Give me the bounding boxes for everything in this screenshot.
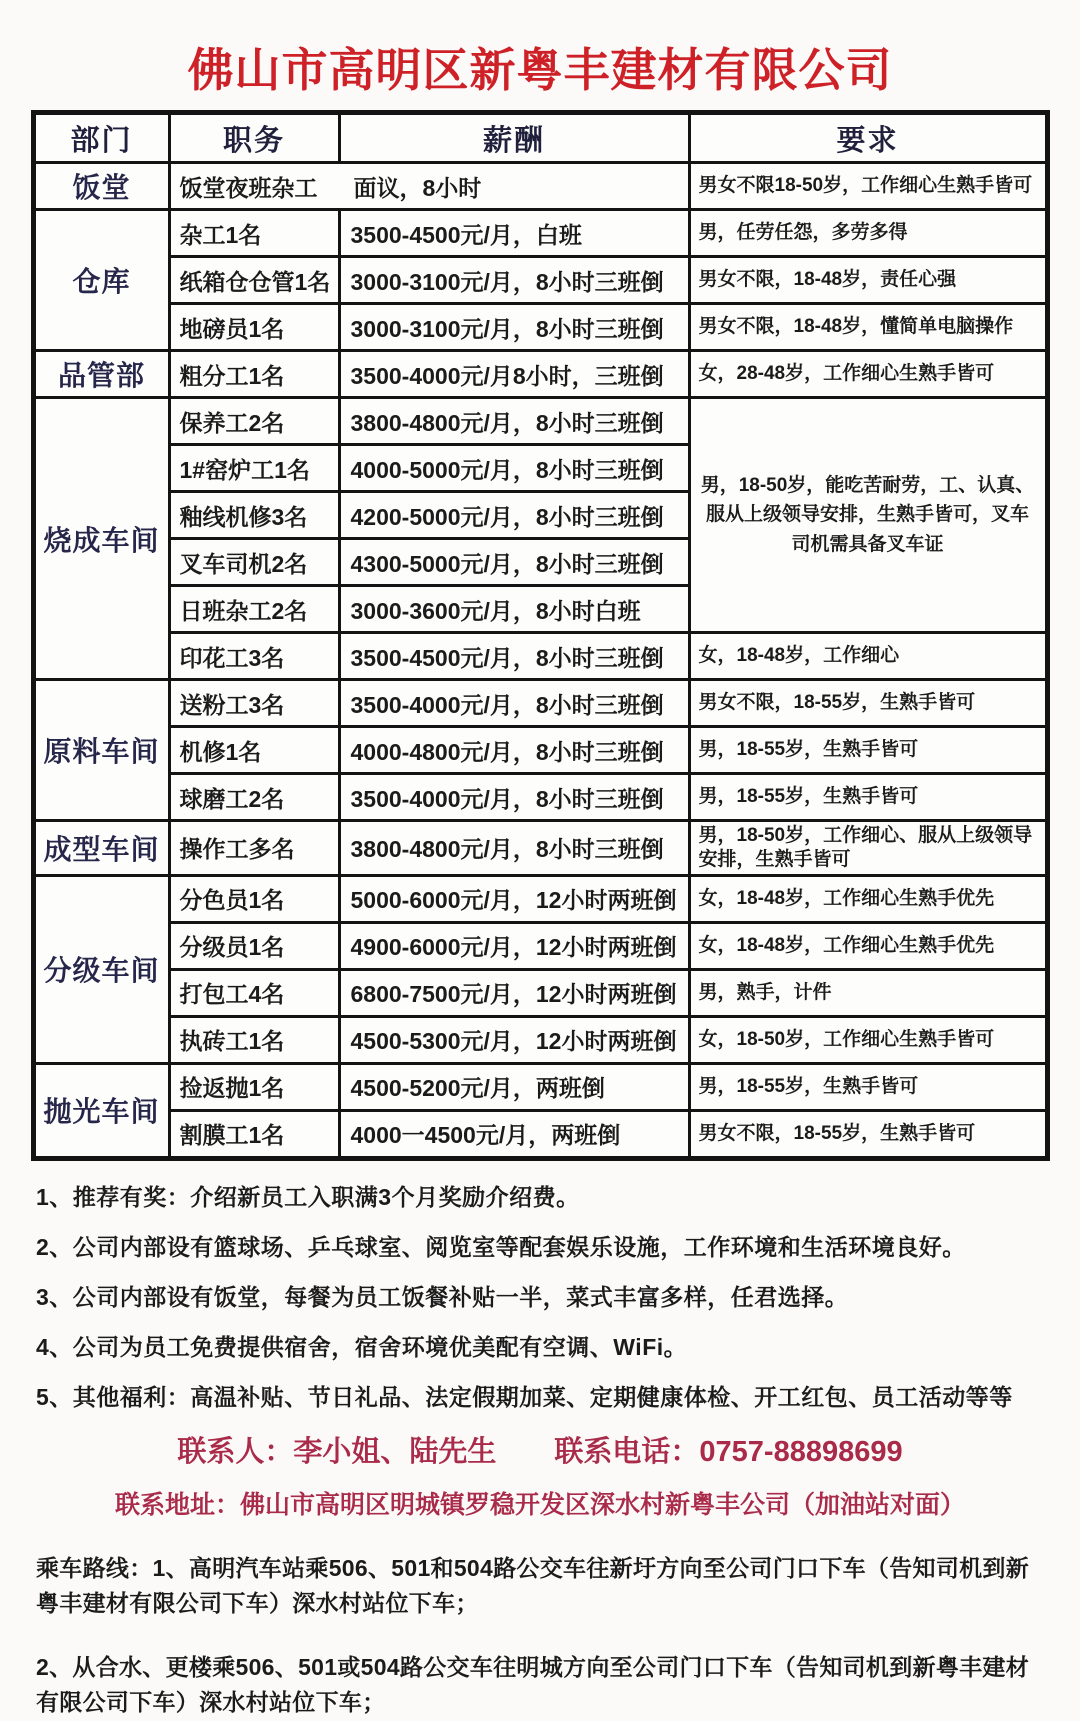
note-item: 1、推荐有奖：介绍新员工入职满3个月奖励介绍费。 bbox=[36, 1179, 1052, 1212]
req-cell: 男女不限，18-55岁，生熟手皆可 bbox=[689, 680, 1047, 727]
job-cell: 捡返抛1名 bbox=[169, 1063, 339, 1110]
job-cell: 操作工多名 bbox=[169, 821, 339, 876]
header-req: 要求 bbox=[689, 113, 1047, 163]
route-paragraph: 乘车路线：1、高明汽车站乘506、501和504路公交车往新圩方向至公司门口下车（告知司机到新粤丰建材有限公司下车）深水村站位下车； bbox=[36, 1551, 1050, 1622]
table-row bbox=[33, 922, 1047, 969]
header-salary: 薪酬 bbox=[339, 113, 689, 163]
jobs-table bbox=[31, 110, 1050, 1161]
req-merged-cell: 男，18-50岁，能吃苦耐劳，工、认真、服从上级领导安排，生熟手皆可，叉车司机需具备叉车证 bbox=[689, 398, 1047, 633]
salary-cell: 5000-6000元/月，12小时两班倒 bbox=[339, 875, 689, 922]
salary-cell: 3000-3100元/月，8小时三班倒 bbox=[339, 304, 689, 351]
benefit-notes bbox=[36, 1179, 1052, 1412]
job-cell: 叉车司机2名 bbox=[169, 539, 339, 586]
job-cell: 机修1名 bbox=[169, 727, 339, 774]
table-row bbox=[33, 821, 1047, 876]
note-item: 3、公司内部设有饭堂，每餐为员工饭餐补贴一半，菜式丰富多样，任君选择。 bbox=[36, 1279, 1052, 1312]
table-row bbox=[33, 774, 1047, 821]
table-row bbox=[33, 1110, 1047, 1158]
job-cell: 1#窑炉工1名 bbox=[169, 445, 339, 492]
salary-cell: 6800-7500元/月，12小时两班倒 bbox=[339, 969, 689, 1016]
req-cell: 男，18-55岁，生熟手皆可 bbox=[689, 727, 1047, 774]
req-cell: 女，18-48岁，工作细心生熟手优先 bbox=[689, 875, 1047, 922]
salary-cell: 4000一4500元/月，两班倒 bbox=[339, 1110, 689, 1158]
salary-cell: 3500-4500元/月，白班 bbox=[339, 210, 689, 257]
req-cell: 女，18-48岁，工作细心生熟手优先 bbox=[689, 922, 1047, 969]
req-cell: 女，18-48岁，工作细心 bbox=[689, 633, 1047, 680]
salary-cell: 3000-3100元/月，8小时三班倒 bbox=[339, 257, 689, 304]
req-cell: 男，18-55岁，生熟手皆可 bbox=[689, 774, 1047, 821]
salary-cell: 3500-4000元/月，8小时三班倒 bbox=[339, 774, 689, 821]
page-title: 佛山市高明区新粤丰建材有限公司 bbox=[0, 34, 1080, 100]
salary-cell: 3800-4800元/月，8小时三班倒 bbox=[339, 398, 689, 445]
table-row bbox=[33, 304, 1047, 351]
contact-person: 联系人：李小姐、陆先生 bbox=[177, 1429, 496, 1470]
table-row bbox=[33, 1063, 1047, 1110]
table-row bbox=[33, 398, 1047, 445]
req-cell: 男女不限，18-48岁，责任心强 bbox=[689, 257, 1047, 304]
dept-cell: 成型车间 bbox=[33, 821, 169, 876]
job-cell: 打包工4名 bbox=[169, 969, 339, 1016]
header-dept: 部门 bbox=[33, 113, 169, 163]
table-row bbox=[33, 351, 1047, 398]
table-row bbox=[33, 875, 1047, 922]
job-cell: 日班杂工2名 bbox=[169, 586, 339, 633]
salary-cell: 3800-4800元/月，8小时三班倒 bbox=[339, 821, 689, 876]
job-cell: 球磨工2名 bbox=[169, 774, 339, 821]
salary-cell: 3500-4000元/月8小时，三班倒 bbox=[339, 351, 689, 398]
req-cell: 女，28-48岁，工作细心生熟手皆可 bbox=[689, 351, 1047, 398]
req-cell: 男，熟手，计件 bbox=[689, 969, 1047, 1016]
req-cell: 男女不限18-50岁，工作细心生熟手皆可 bbox=[689, 163, 1047, 210]
req-cell: 男，18-55岁，生熟手皆可 bbox=[689, 1063, 1047, 1110]
job-cell: 分色员1名 bbox=[169, 875, 339, 922]
dept-cell: 饭堂 bbox=[33, 163, 169, 210]
job-cell: 执砖工1名 bbox=[169, 1016, 339, 1063]
req-cell: 男，任劳任怨，多劳多得 bbox=[689, 210, 1047, 257]
route-paragraph: 2、从合水、更楼乘506、501或504路公交车往明城方向至公司门口下车（告知司机到新粤丰建材有限公司下车）深水村站位下车； bbox=[36, 1650, 1050, 1721]
job-cell: 杂工1名 bbox=[169, 210, 339, 257]
job-cell: 保养工2名 bbox=[169, 398, 339, 445]
table-row bbox=[33, 163, 1047, 210]
req-cell: 女，18-50岁，工作细心生熟手皆可 bbox=[689, 1016, 1047, 1063]
table-row bbox=[33, 727, 1047, 774]
recruitment-poster bbox=[0, 34, 1080, 1580]
salary-cell: 3000-3600元/月，8小时白班 bbox=[339, 586, 689, 633]
table-row bbox=[33, 210, 1047, 257]
dept-cell: 分级车间 bbox=[33, 875, 169, 1063]
table-row bbox=[33, 680, 1047, 727]
note-item: 4、公司为员工免费提供宿舍，宿舍环境优美配有空调、WiFi。 bbox=[36, 1329, 1052, 1362]
req-cell: 男女不限，18-55岁，生熟手皆可 bbox=[689, 1110, 1047, 1158]
header-job: 职务 bbox=[169, 113, 339, 163]
bus-routes bbox=[36, 1551, 1050, 1721]
table-row bbox=[33, 969, 1047, 1016]
contact-address: 联系地址：佛山市高明区明城镇罗稳开发区深水村新粤丰公司（加油站对面） bbox=[0, 1485, 1080, 1521]
job-cell: 粗分工1名 bbox=[169, 351, 339, 398]
req-cell: 男女不限，18-48岁，懂简单电脑操作 bbox=[689, 304, 1047, 351]
salary-cell: 3500-4000元/月，8小时三班倒 bbox=[339, 680, 689, 727]
salary-cell: 4900-6000元/月，12小时两班倒 bbox=[339, 922, 689, 969]
table-header-row bbox=[33, 113, 1047, 163]
dept-cell: 烧成车间 bbox=[33, 398, 169, 680]
salary-cell: 4200-5000元/月，8小时三班倒 bbox=[339, 492, 689, 539]
table-row bbox=[33, 633, 1047, 680]
note-item: 2、公司内部设有篮球场、乒乓球室、阅览室等配套娱乐设施，工作环境和生活环境良好。 bbox=[36, 1229, 1052, 1262]
note-item: 5、其他福利：高温补贴、节日礼品、法定假期加菜、定期健康体检、开工红包、员工活动等等 bbox=[36, 1379, 1052, 1412]
req-cell: 男，18-50岁，工作细心、服从上级领导安排，生熟手皆可 bbox=[689, 821, 1047, 876]
contact-phone: 联系电话：0757-88898699 bbox=[554, 1429, 902, 1470]
job-salary-merged-cell bbox=[169, 163, 689, 210]
job-label: 饭堂夜班杂工 bbox=[180, 175, 318, 201]
dept-cell: 仓库 bbox=[33, 210, 169, 351]
job-cell: 割膜工1名 bbox=[169, 1110, 339, 1158]
contact-line bbox=[0, 1429, 1080, 1470]
job-cell: 纸箱仓仓管1名 bbox=[169, 257, 339, 304]
salary-cell: 4300-5000元/月，8小时三班倒 bbox=[339, 539, 689, 586]
salary-cell: 4000-5000元/月，8小时三班倒 bbox=[339, 445, 689, 492]
dept-cell: 原料车间 bbox=[33, 680, 169, 821]
salary-label: 面议，8小时 bbox=[354, 170, 482, 203]
job-cell: 釉线机修3名 bbox=[169, 492, 339, 539]
salary-cell: 4500-5200元/月，两班倒 bbox=[339, 1063, 689, 1110]
dept-cell: 抛光车间 bbox=[33, 1063, 169, 1158]
job-cell: 分级员1名 bbox=[169, 922, 339, 969]
salary-cell: 4000-4800元/月，8小时三班倒 bbox=[339, 727, 689, 774]
job-cell: 送粉工3名 bbox=[169, 680, 339, 727]
salary-cell: 3500-4500元/月，8小时三班倒 bbox=[339, 633, 689, 680]
table-row bbox=[33, 257, 1047, 304]
job-cell: 地磅员1名 bbox=[169, 304, 339, 351]
dept-cell: 品管部 bbox=[33, 351, 169, 398]
table-row bbox=[33, 1016, 1047, 1063]
salary-cell: 4500-5300元/月，12小时两班倒 bbox=[339, 1016, 689, 1063]
job-cell: 印花工3名 bbox=[169, 633, 339, 680]
